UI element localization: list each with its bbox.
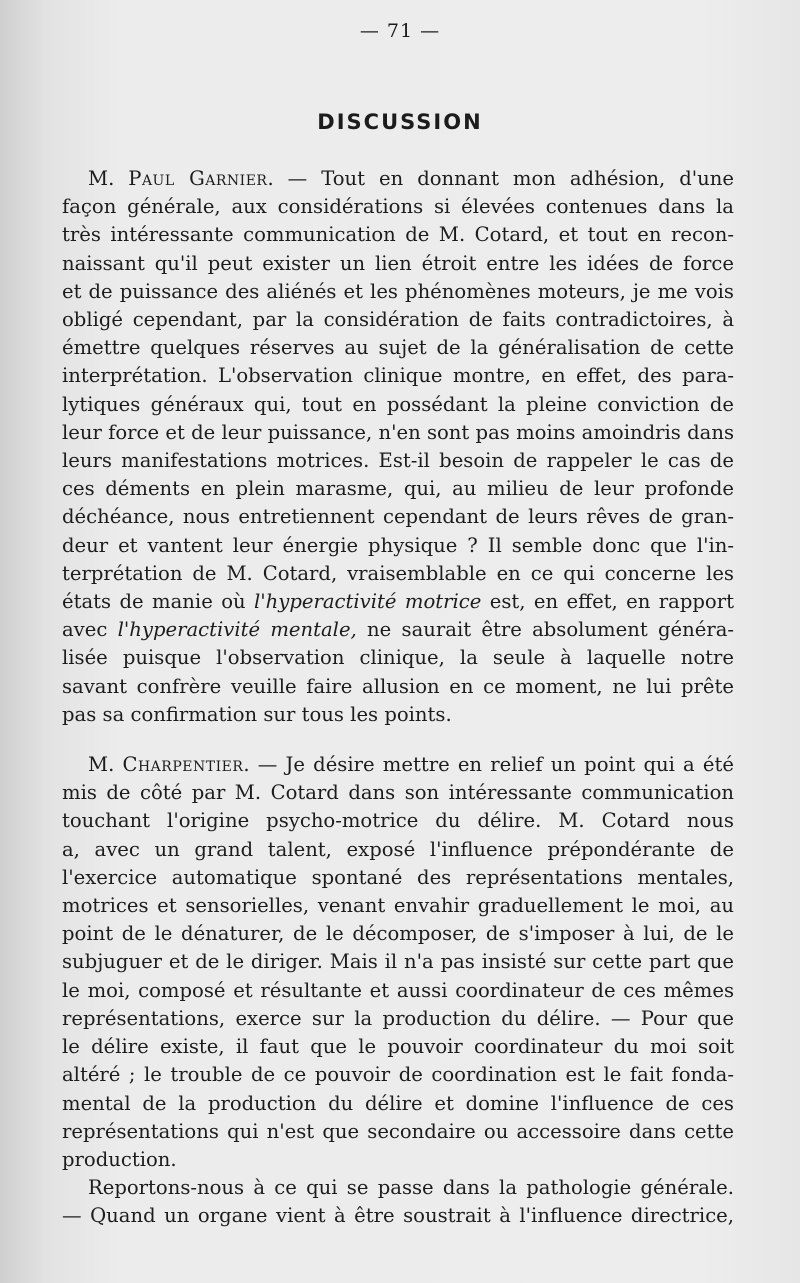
text-line: lytiques généraux qui, tout en possédant la pleine conviction de [62,392,734,416]
text-line: leur force et de leur puissance, n'en sont pas moins amoindris dans [62,420,734,444]
text-line: deur et vantent leur énergie physique ? Il semble donc que l'in- [62,533,734,557]
section-heading: DISCUSSION [317,110,483,134]
text-line: Reportons-nous à ce qui se passe dans la pathologie générale. [88,1176,734,1200]
text-line: motrices et sensorielles, venant envahir graduellement le moi, au [62,894,734,918]
text-line: et de puissance des aliénés et les phénomènes moteurs, je me vois [62,279,734,303]
text-line: le délire existe, il faut que le pouvoir coordinateur du moi soit [62,1035,734,1059]
text-line: savant confrère veuille faire allusion en ce moment, ne lui prête [62,674,734,698]
text-line: très intéressante communication de M. Cotard, et tout en recon- [62,223,734,247]
text-line: altéré ; le trouble de ce pouvoir de coordination est le fait fonda- [62,1063,734,1087]
page-body [62,165,734,1231]
text-line: mis de côté par M. Cotard dans son intéressante communication [62,781,734,805]
text-line: — Quand un organe vient à être soustrait à l'influence directrice, [62,1204,734,1228]
text-line: états de manie où l'hyperactivité motrice est, en effet, en rapport [62,590,734,614]
page-number: — 71 — [359,20,441,42]
text-line: représentations, exerce sur la production du délire. — Pour que [62,1006,734,1030]
text-line: obligé cependant, par la considération de faits contradictoires, à [62,308,734,332]
text-line: l'exercice automatique spontané des représentations mentales, [62,865,734,889]
text-line: lisée puisque l'observation clinique, la seule à laquelle notre [62,646,734,670]
paragraph-garnier [62,165,734,729]
text-line: le moi, composé et résultante et aussi coordinateur de ces mêmes [62,978,734,1002]
text-line: M. Paul Garnier. — Tout en donnant mon adhésion, d'une [88,167,734,190]
italic-phrase: l'hyperactivité mentale, [117,618,357,642]
paragraph-reportons [62,1174,734,1230]
text-line: pas sa confirmation sur tous les points. [62,702,452,726]
text-line: avec l'hyperactivité mentale, ne saurait être absolument généra- [62,618,734,642]
text-line: subjuguer et de le diriger. Mais il n'a pas insisté sur cette part que [62,950,734,974]
paragraph-charpentier [62,751,734,1174]
text-line: ces déments en plein marasme, qui, au milieu de leur profonde [62,477,734,501]
text-line: déchéance, nous entretiennent cependant de leurs rêves de gran- [62,505,734,529]
text-line: point de le dénaturer, de le décomposer, de s'imposer à lui, de le [62,922,734,946]
text-line: production. [62,1147,177,1171]
text-line: leurs manifestations motrices. Est-il besoin de rappeler le cas de [62,449,734,473]
text-line: interprétation. L'observation clinique montre, en effet, des para- [62,364,734,388]
text-line: terprétation de M. Cotard, vraisemblable en ce qui concerne les [62,561,734,585]
speaker-name: Paul Garnier [128,167,268,190]
text-line: représentations qui n'est que secondaire ou accessoire dans cette [62,1119,734,1143]
text-line: émettre quelques réserves au sujet de la généralisation de cette [62,336,734,360]
text-line: mental de la production du délire et domine l'influence de ces [62,1091,734,1115]
text-line: naissant qu'il peut exister un lien étroit entre les idées de force [62,251,734,275]
italic-phrase: l'hyperactivité motrice [254,590,482,614]
text-line: touchant l'origine psycho-motrice du délire. M. Cotard nous [62,809,734,833]
text-line: façon générale, aux considérations si élevées contenues dans la [62,195,734,219]
text-line: a, avec un grand talent, exposé l'influence prépondérante de [62,837,734,861]
speaker-name: Charpentier [122,753,244,777]
text-line: M. Charpentier. — Je désire mettre en relief un point qui a été [88,753,734,777]
